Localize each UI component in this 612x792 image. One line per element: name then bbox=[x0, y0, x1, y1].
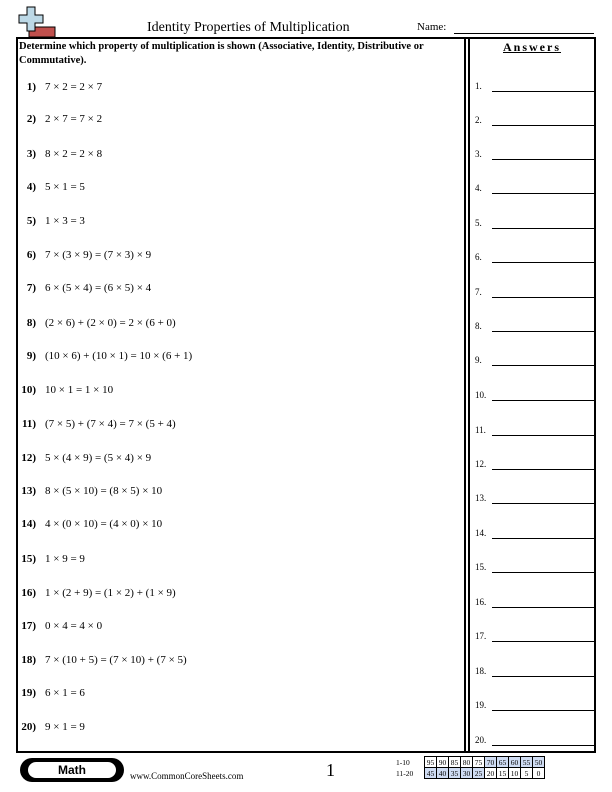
answer-number: 9. bbox=[475, 355, 482, 365]
problem-number: 11) bbox=[21, 418, 36, 430]
problem-item bbox=[19, 148, 103, 162]
problem-number: 17) bbox=[21, 620, 36, 632]
problem-number: 15) bbox=[21, 553, 36, 565]
problem-number: 12) bbox=[21, 452, 36, 464]
problem-expression: 6 × (5 × 4) = (6 × 5) × 4 bbox=[45, 282, 152, 294]
answer-field[interactable] bbox=[492, 710, 594, 711]
problem-expression: 2 × 7 = 7 × 2 bbox=[45, 113, 103, 125]
problem-expression: (10 × 6) + (10 × 1) = 10 × (6 + 1) bbox=[45, 350, 193, 362]
answer-number: 6. bbox=[475, 252, 482, 262]
score-row bbox=[394, 757, 545, 768]
score-cell: 50 bbox=[533, 757, 545, 768]
score-cell: 30 bbox=[461, 768, 473, 779]
problem-item bbox=[19, 317, 176, 331]
answer-number: 4. bbox=[475, 183, 482, 193]
problem-number: 2) bbox=[26, 113, 36, 125]
score-table bbox=[394, 756, 545, 779]
answer-number: 17. bbox=[475, 631, 487, 641]
problem-item bbox=[19, 249, 152, 263]
score-cell: 10 bbox=[509, 768, 521, 779]
problem-expression: (7 × 5) + (7 × 4) = 7 × (5 + 4) bbox=[45, 418, 176, 430]
score-cell: 35 bbox=[449, 768, 461, 779]
page-number: 1 bbox=[326, 760, 335, 780]
score-cell: 40 bbox=[437, 768, 449, 779]
column-divider bbox=[468, 37, 470, 753]
score-cell: 15 bbox=[497, 768, 509, 779]
website-link[interactable]: www.CommonCoreSheets.com bbox=[130, 771, 244, 781]
problem-number: 16) bbox=[21, 587, 36, 599]
score-row bbox=[394, 768, 545, 779]
problem-expression: 9 × 1 = 9 bbox=[45, 721, 85, 733]
problem-item bbox=[19, 654, 187, 668]
answer-number: 20. bbox=[475, 735, 487, 745]
score-cell: 0 bbox=[533, 768, 545, 779]
name-label: Name: bbox=[417, 21, 447, 33]
answer-field[interactable] bbox=[492, 91, 594, 92]
problem-item bbox=[19, 350, 193, 364]
problem-number: 3) bbox=[26, 148, 36, 160]
answer-field[interactable] bbox=[492, 607, 594, 608]
score-cell: 5 bbox=[521, 768, 533, 779]
name-field-line[interactable] bbox=[454, 33, 594, 34]
answers-heading: Answers bbox=[503, 40, 561, 54]
answer-number: 12. bbox=[475, 459, 487, 469]
answer-number: 11. bbox=[475, 425, 486, 435]
subject-badge-label: Math bbox=[28, 762, 116, 778]
answer-field[interactable] bbox=[492, 503, 594, 504]
answer-number: 2. bbox=[475, 115, 482, 125]
page-footer bbox=[16, 756, 596, 786]
score-cell: 85 bbox=[449, 757, 461, 768]
score-cell: 75 bbox=[473, 757, 485, 768]
answer-field[interactable] bbox=[492, 297, 594, 298]
problem-number: 7) bbox=[26, 282, 36, 294]
problem-expression: (2 × 6) + (2 × 0) = 2 × (6 + 0) bbox=[45, 317, 176, 329]
answer-number: 10. bbox=[475, 390, 487, 400]
answer-field[interactable] bbox=[492, 676, 594, 677]
score-cell: 60 bbox=[509, 757, 521, 768]
problem-expression: 8 × 2 = 2 × 8 bbox=[45, 148, 103, 160]
problem-item bbox=[19, 181, 85, 195]
answer-field[interactable] bbox=[492, 331, 594, 332]
score-cell: 80 bbox=[461, 757, 473, 768]
answer-number: 7. bbox=[475, 287, 482, 297]
problem-item bbox=[19, 620, 103, 634]
problem-expression: 7 × 2 = 2 × 7 bbox=[45, 81, 103, 93]
score-row-label: 11-20 bbox=[396, 768, 414, 778]
problem-number: 9) bbox=[26, 350, 36, 362]
problem-number: 14) bbox=[21, 518, 36, 530]
problem-expression: 5 × 1 = 5 bbox=[45, 181, 85, 193]
score-cell: 45 bbox=[425, 768, 437, 779]
score-cell: 90 bbox=[437, 757, 449, 768]
problem-expression: 8 × (5 × 10) = (8 × 5) × 10 bbox=[45, 485, 163, 497]
problem-number: 18) bbox=[21, 654, 36, 666]
answer-field[interactable] bbox=[492, 435, 594, 436]
answer-number: 18. bbox=[475, 666, 487, 676]
problem-item bbox=[19, 587, 176, 601]
score-cell: 65 bbox=[497, 757, 509, 768]
answer-number: 5. bbox=[475, 218, 482, 228]
problem-expression: 5 × (4 × 9) = (5 × 4) × 9 bbox=[45, 452, 152, 464]
problem-expression: 7 × (3 × 9) = (7 × 3) × 9 bbox=[45, 249, 152, 261]
problem-expression: 4 × (0 × 10) = (4 × 0) × 10 bbox=[45, 518, 163, 530]
problem-number: 1) bbox=[26, 81, 36, 93]
score-cell: 70 bbox=[485, 757, 497, 768]
answer-field[interactable] bbox=[492, 538, 594, 539]
problem-item bbox=[19, 687, 85, 701]
problem-item bbox=[19, 81, 103, 95]
answer-number: 14. bbox=[475, 528, 487, 538]
problem-item bbox=[19, 518, 163, 532]
answer-field[interactable] bbox=[492, 262, 594, 263]
problem-item bbox=[19, 215, 85, 229]
score-cell: 95 bbox=[425, 757, 437, 768]
score-cell: 55 bbox=[521, 757, 533, 768]
problem-number: 19) bbox=[21, 687, 36, 699]
problem-expression: 1 × 9 = 9 bbox=[45, 553, 85, 565]
plus-minus-logo-icon bbox=[17, 5, 57, 39]
problem-expression: 7 × (10 + 5) = (7 × 10) + (7 × 5) bbox=[45, 654, 187, 666]
problem-number: 10) bbox=[21, 384, 36, 396]
instructions: Determine which property of multiplication is shown (Associative, Identity, Distributive or Commutative). bbox=[19, 41, 424, 66]
problem-item bbox=[19, 721, 85, 735]
answer-field[interactable] bbox=[492, 572, 594, 573]
answer-number: 13. bbox=[475, 493, 487, 503]
problem-item bbox=[19, 418, 176, 432]
problem-item bbox=[19, 452, 152, 466]
problem-expression: 10 × 1 = 1 × 10 bbox=[45, 384, 114, 396]
problem-number: 8) bbox=[26, 317, 36, 329]
answer-field[interactable] bbox=[492, 469, 594, 470]
score-cell: 20 bbox=[485, 768, 497, 779]
page-title: Identity Properties of Multiplication bbox=[147, 20, 350, 35]
answer-field[interactable] bbox=[492, 193, 594, 194]
answer-field[interactable] bbox=[492, 365, 594, 366]
problem-expression: 1 × 3 = 3 bbox=[45, 215, 85, 227]
answer-number: 19. bbox=[475, 700, 487, 710]
answer-number: 15. bbox=[475, 562, 487, 572]
subject-badge bbox=[20, 758, 124, 782]
column-divider bbox=[464, 37, 466, 753]
answer-number: 3. bbox=[475, 149, 482, 159]
problem-expression: 6 × 1 = 6 bbox=[45, 687, 85, 699]
answer-number: 1. bbox=[475, 81, 482, 91]
problem-item bbox=[19, 485, 163, 499]
problem-number: 4) bbox=[26, 181, 36, 193]
answer-field[interactable] bbox=[492, 125, 594, 126]
problem-number: 5) bbox=[26, 215, 36, 227]
problem-number: 20) bbox=[21, 721, 36, 733]
problem-number: 13) bbox=[21, 485, 36, 497]
problem-item bbox=[19, 282, 152, 296]
problem-item bbox=[19, 113, 103, 127]
answer-field[interactable] bbox=[492, 745, 594, 746]
problem-item bbox=[19, 384, 114, 398]
problem-number: 6) bbox=[26, 249, 36, 261]
answer-field[interactable] bbox=[492, 400, 594, 401]
answer-number: 8. bbox=[475, 321, 482, 331]
answer-number: 16. bbox=[475, 597, 487, 607]
answer-field[interactable] bbox=[492, 641, 594, 642]
problem-expression: 0 × 4 = 4 × 0 bbox=[45, 620, 103, 632]
problem-expression: 1 × (2 + 9) = (1 × 2) + (1 × 9) bbox=[45, 587, 176, 599]
answer-field[interactable] bbox=[492, 228, 594, 229]
score-cell: 25 bbox=[473, 768, 485, 779]
problem-item bbox=[19, 553, 85, 567]
score-row-label: 1-10 bbox=[396, 757, 410, 767]
answer-field[interactable] bbox=[492, 159, 594, 160]
